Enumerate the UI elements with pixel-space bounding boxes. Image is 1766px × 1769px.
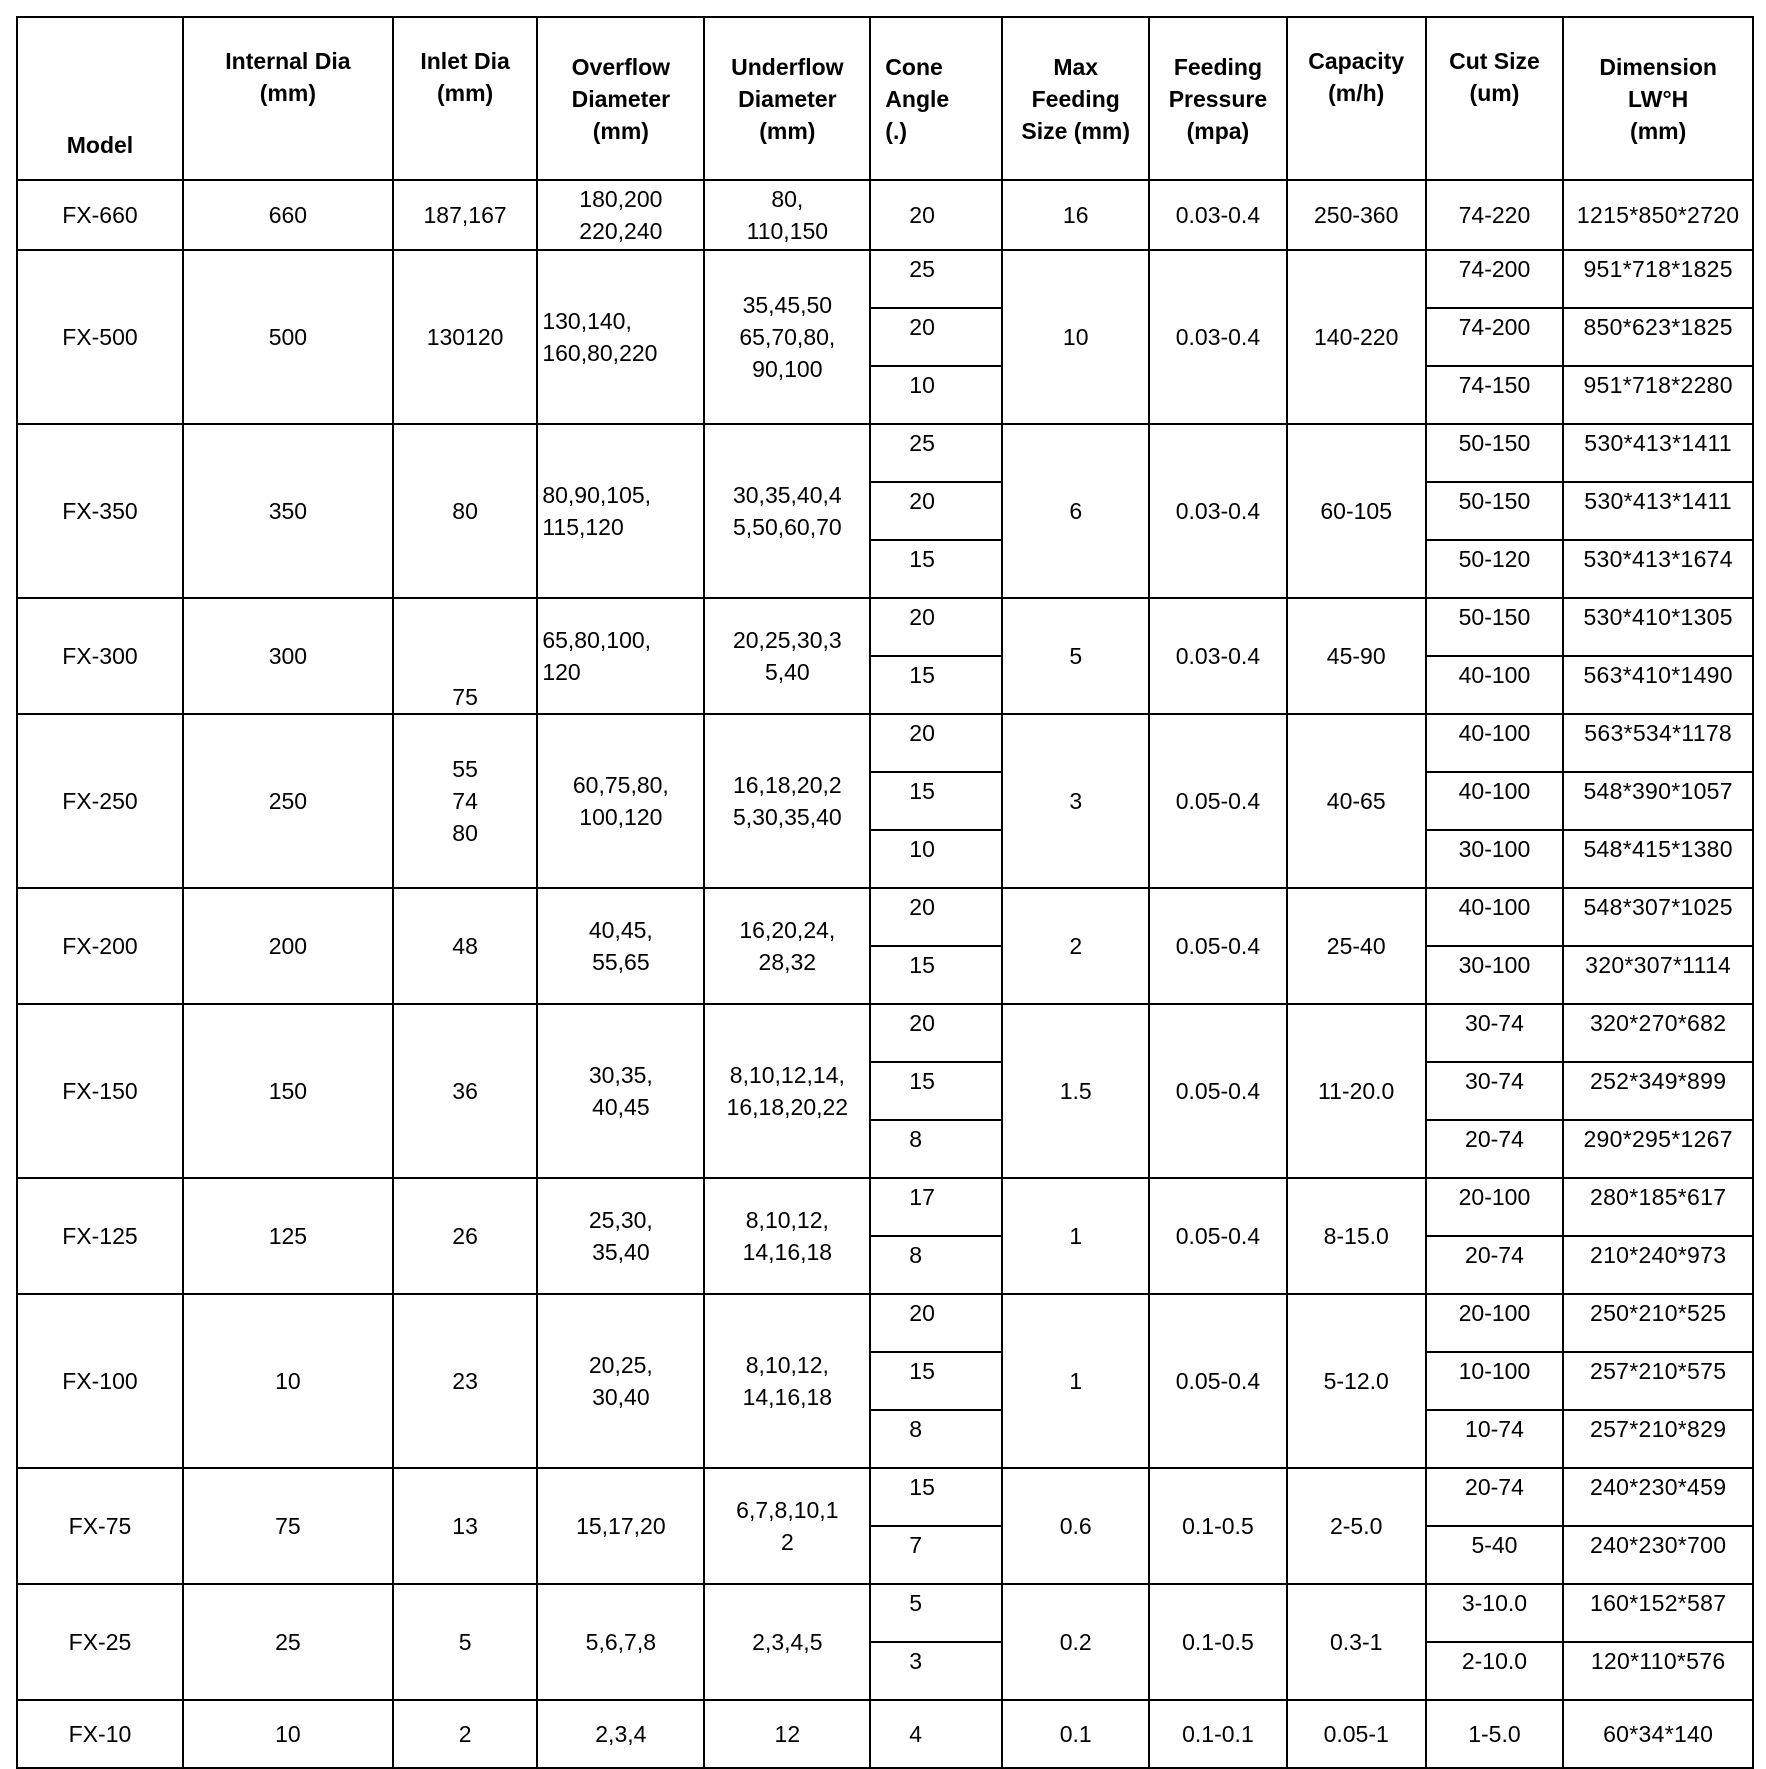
cell-max-feeding-size: 1 bbox=[1002, 1178, 1149, 1294]
cell-dimension: 250*210*525 bbox=[1563, 1294, 1753, 1352]
cell-cone-angle: 20 bbox=[870, 888, 1002, 946]
header-internal-dia: Internal Dia (mm) bbox=[183, 17, 393, 180]
table-row bbox=[17, 1700, 1753, 1768]
cell-cone-angle: 25 bbox=[870, 250, 1002, 308]
cell-model: FX-25 bbox=[17, 1584, 183, 1700]
cell-underflow-diameter: 8,10,12, 14,16,18 bbox=[704, 1178, 870, 1294]
cell-capacity: 25-40 bbox=[1287, 888, 1426, 1004]
cell-underflow-diameter: 16,18,20,2 5,30,35,40 bbox=[704, 714, 870, 888]
table-row bbox=[17, 888, 1753, 946]
cell-inlet-dia: 130120 bbox=[393, 250, 537, 424]
cell-cut-size: 10-74 bbox=[1426, 1410, 1564, 1468]
cell-underflow-diameter: 6,7,8,10,1 2 bbox=[704, 1468, 870, 1584]
cell-cone-angle: 5 bbox=[870, 1584, 1002, 1642]
cell-model: FX-75 bbox=[17, 1468, 183, 1584]
cell-model: FX-300 bbox=[17, 598, 183, 714]
cell-feeding-pressure: 0.1-0.1 bbox=[1149, 1700, 1287, 1768]
cell-model: FX-10 bbox=[17, 1700, 183, 1768]
cell-cone-angle: 20 bbox=[870, 308, 1002, 366]
cell-cut-size: 30-74 bbox=[1426, 1062, 1564, 1120]
cell-internal-dia: 10 bbox=[183, 1700, 393, 1768]
cell-cut-size: 74-220 bbox=[1426, 180, 1564, 250]
cell-capacity: 250-360 bbox=[1287, 180, 1426, 250]
cell-cut-size: 50-120 bbox=[1426, 540, 1564, 598]
cell-underflow-diameter: 30,35,40,4 5,50,60,70 bbox=[704, 424, 870, 598]
cell-cone-angle: 15 bbox=[870, 1468, 1002, 1526]
cell-max-feeding-size: 0.1 bbox=[1002, 1700, 1149, 1768]
cell-cone-angle: 15 bbox=[870, 1352, 1002, 1410]
table-header bbox=[17, 17, 1753, 180]
hydrocyclone-spec-table bbox=[16, 16, 1754, 1769]
cell-cone-angle: 15 bbox=[870, 772, 1002, 830]
cell-internal-dia: 150 bbox=[183, 1004, 393, 1178]
cell-internal-dia: 500 bbox=[183, 250, 393, 424]
cell-dimension: 530*413*1411 bbox=[1563, 424, 1753, 482]
cell-overflow-diameter: 15,17,20 bbox=[537, 1468, 704, 1584]
cell-model: FX-200 bbox=[17, 888, 183, 1004]
cell-feeding-pressure: 0.03-0.4 bbox=[1149, 424, 1287, 598]
cell-cut-size: 40-100 bbox=[1426, 772, 1564, 830]
cell-overflow-diameter: 180,200 220,240 bbox=[537, 180, 704, 250]
cell-overflow-diameter: 25,30, 35,40 bbox=[537, 1178, 704, 1294]
cell-feeding-pressure: 0.03-0.4 bbox=[1149, 180, 1287, 250]
cell-dimension: 120*110*576 bbox=[1563, 1642, 1753, 1700]
cell-cone-angle: 3 bbox=[870, 1642, 1002, 1700]
cell-cone-angle: 8 bbox=[870, 1410, 1002, 1468]
cell-cut-size: 50-150 bbox=[1426, 424, 1564, 482]
cell-inlet-dia: 75 bbox=[393, 598, 537, 714]
cell-internal-dia: 10 bbox=[183, 1294, 393, 1468]
cell-dimension: 530*413*1674 bbox=[1563, 540, 1753, 598]
cell-model: FX-660 bbox=[17, 180, 183, 250]
cell-internal-dia: 250 bbox=[183, 714, 393, 888]
cell-capacity: 140-220 bbox=[1287, 250, 1426, 424]
cell-model: FX-100 bbox=[17, 1294, 183, 1468]
cell-cone-angle: 15 bbox=[870, 1062, 1002, 1120]
cell-inlet-dia: 36 bbox=[393, 1004, 537, 1178]
cell-overflow-diameter: 2,3,4 bbox=[537, 1700, 704, 1768]
cell-overflow-diameter: 65,80,100, 120 bbox=[537, 598, 704, 714]
cell-underflow-diameter: 8,10,12,14, 16,18,20,22 bbox=[704, 1004, 870, 1178]
cell-dimension: 257*210*829 bbox=[1563, 1410, 1753, 1468]
cell-dimension: 210*240*973 bbox=[1563, 1236, 1753, 1294]
cell-inlet-dia: 26 bbox=[393, 1178, 537, 1294]
cell-internal-dia: 25 bbox=[183, 1584, 393, 1700]
cell-feeding-pressure: 0.05-0.4 bbox=[1149, 1294, 1287, 1468]
cell-cone-angle: 20 bbox=[870, 598, 1002, 656]
cell-internal-dia: 350 bbox=[183, 424, 393, 598]
cell-max-feeding-size: 5 bbox=[1002, 598, 1149, 714]
cell-underflow-diameter: 2,3,4,5 bbox=[704, 1584, 870, 1700]
cell-capacity: 0.3-1 bbox=[1287, 1584, 1426, 1700]
cell-feeding-pressure: 0.03-0.4 bbox=[1149, 250, 1287, 424]
cell-overflow-diameter: 80,90,105, 115,120 bbox=[537, 424, 704, 598]
cell-cut-size: 30-74 bbox=[1426, 1004, 1564, 1062]
cell-dimension: 530*413*1411 bbox=[1563, 482, 1753, 540]
cell-inlet-dia: 2 bbox=[393, 1700, 537, 1768]
cell-inlet-dia: 23 bbox=[393, 1294, 537, 1468]
header-overflow-diameter: Overflow Diameter (mm) bbox=[537, 17, 704, 180]
header-underflow-diameter: Underflow Diameter (mm) bbox=[704, 17, 870, 180]
cell-cut-size: 20-74 bbox=[1426, 1468, 1564, 1526]
table-row bbox=[17, 1004, 1753, 1062]
cell-overflow-diameter: 5,6,7,8 bbox=[537, 1584, 704, 1700]
cell-cut-size: 10-100 bbox=[1426, 1352, 1564, 1410]
header-capacity: Capacity (m/h) bbox=[1287, 17, 1426, 180]
table-row bbox=[17, 1294, 1753, 1352]
cell-underflow-diameter: 16,20,24, 28,32 bbox=[704, 888, 870, 1004]
cell-model: FX-500 bbox=[17, 250, 183, 424]
cell-dimension: 240*230*459 bbox=[1563, 1468, 1753, 1526]
cell-cone-angle: 15 bbox=[870, 540, 1002, 598]
cell-cone-angle: 8 bbox=[870, 1236, 1002, 1294]
cell-dimension: 563*410*1490 bbox=[1563, 656, 1753, 714]
cell-internal-dia: 125 bbox=[183, 1178, 393, 1294]
cell-cut-size: 40-100 bbox=[1426, 888, 1564, 946]
cell-overflow-diameter: 130,140, 160,80,220 bbox=[537, 250, 704, 424]
cell-underflow-diameter: 20,25,30,3 5,40 bbox=[704, 598, 870, 714]
cell-dimension: 160*152*587 bbox=[1563, 1584, 1753, 1642]
cell-capacity: 5-12.0 bbox=[1287, 1294, 1426, 1468]
cell-cone-angle: 15 bbox=[870, 656, 1002, 714]
table-row bbox=[17, 714, 1753, 772]
cell-cone-angle: 10 bbox=[870, 366, 1002, 424]
cell-max-feeding-size: 1.5 bbox=[1002, 1004, 1149, 1178]
cell-cut-size: 20-74 bbox=[1426, 1236, 1564, 1294]
cell-cone-angle: 15 bbox=[870, 946, 1002, 1004]
cell-inlet-dia: 55 74 80 bbox=[393, 714, 537, 888]
cell-cone-angle: 20 bbox=[870, 714, 1002, 772]
cell-underflow-diameter: 35,45,50 65,70,80, 90,100 bbox=[704, 250, 870, 424]
cell-capacity: 60-105 bbox=[1287, 424, 1426, 598]
cell-dimension: 951*718*1825 bbox=[1563, 250, 1753, 308]
cell-capacity: 2-5.0 bbox=[1287, 1468, 1426, 1584]
cell-internal-dia: 75 bbox=[183, 1468, 393, 1584]
cell-cone-angle: 20 bbox=[870, 1294, 1002, 1352]
cell-overflow-diameter: 40,45, 55,65 bbox=[537, 888, 704, 1004]
cell-inlet-dia: 5 bbox=[393, 1584, 537, 1700]
cell-dimension: 1215*850*2720 bbox=[1563, 180, 1753, 250]
cell-cone-angle: 20 bbox=[870, 180, 1002, 250]
cell-overflow-diameter: 20,25, 30,40 bbox=[537, 1294, 704, 1468]
cell-dimension: 548*390*1057 bbox=[1563, 772, 1753, 830]
cell-underflow-diameter: 8,10,12, 14,16,18 bbox=[704, 1294, 870, 1468]
cell-dimension: 530*410*1305 bbox=[1563, 598, 1753, 656]
cell-dimension: 257*210*575 bbox=[1563, 1352, 1753, 1410]
cell-dimension: 548*307*1025 bbox=[1563, 888, 1753, 946]
cell-cone-angle: 25 bbox=[870, 424, 1002, 482]
cell-model: FX-250 bbox=[17, 714, 183, 888]
cell-cone-angle: 10 bbox=[870, 830, 1002, 888]
cell-capacity: 11-20.0 bbox=[1287, 1004, 1426, 1178]
table-row bbox=[17, 424, 1753, 482]
cell-inlet-dia: 187,167 bbox=[393, 180, 537, 250]
cell-cut-size: 20-100 bbox=[1426, 1294, 1564, 1352]
table-row bbox=[17, 1178, 1753, 1236]
cell-capacity: 0.05-1 bbox=[1287, 1700, 1426, 1768]
cell-inlet-dia: 48 bbox=[393, 888, 537, 1004]
cell-cut-size: 30-100 bbox=[1426, 830, 1564, 888]
cell-cone-angle: 7 bbox=[870, 1526, 1002, 1584]
cell-feeding-pressure: 0.05-0.4 bbox=[1149, 714, 1287, 888]
cell-dimension: 280*185*617 bbox=[1563, 1178, 1753, 1236]
header-inlet-dia: Inlet Dia (mm) bbox=[393, 17, 537, 180]
cell-feeding-pressure: 0.05-0.4 bbox=[1149, 888, 1287, 1004]
cell-overflow-diameter: 60,75,80, 100,120 bbox=[537, 714, 704, 888]
cell-max-feeding-size: 0.6 bbox=[1002, 1468, 1149, 1584]
cell-max-feeding-size: 16 bbox=[1002, 180, 1149, 250]
cell-max-feeding-size: 2 bbox=[1002, 888, 1149, 1004]
cell-dimension: 850*623*1825 bbox=[1563, 308, 1753, 366]
header-max-feeding-size: Max Feeding Size (mm) bbox=[1002, 17, 1149, 180]
cell-dimension: 563*534*1178 bbox=[1563, 714, 1753, 772]
cell-model: FX-150 bbox=[17, 1004, 183, 1178]
cell-max-feeding-size: 6 bbox=[1002, 424, 1149, 598]
cell-dimension: 60*34*140 bbox=[1563, 1700, 1753, 1768]
cell-feeding-pressure: 0.03-0.4 bbox=[1149, 598, 1287, 714]
cell-dimension: 548*415*1380 bbox=[1563, 830, 1753, 888]
table-row bbox=[17, 1584, 1753, 1642]
cell-model: FX-125 bbox=[17, 1178, 183, 1294]
cell-underflow-diameter: 80, 110,150 bbox=[704, 180, 870, 250]
cell-dimension: 252*349*899 bbox=[1563, 1062, 1753, 1120]
cell-cut-size: 20-100 bbox=[1426, 1178, 1564, 1236]
cell-dimension: 320*270*682 bbox=[1563, 1004, 1753, 1062]
table-row bbox=[17, 180, 1753, 250]
cell-capacity: 40-65 bbox=[1287, 714, 1426, 888]
table-row bbox=[17, 250, 1753, 308]
table-row bbox=[17, 1468, 1753, 1526]
cell-max-feeding-size: 0.2 bbox=[1002, 1584, 1149, 1700]
cell-feeding-pressure: 0.1-0.5 bbox=[1149, 1584, 1287, 1700]
header-cone-angle: Cone Angle (.) bbox=[870, 17, 1002, 180]
header-row bbox=[17, 17, 1753, 180]
header-cut-size: Cut Size (um) bbox=[1426, 17, 1564, 180]
cell-cone-angle: 20 bbox=[870, 482, 1002, 540]
cell-feeding-pressure: 0.05-0.4 bbox=[1149, 1178, 1287, 1294]
cell-max-feeding-size: 3 bbox=[1002, 714, 1149, 888]
cell-capacity: 45-90 bbox=[1287, 598, 1426, 714]
cell-cone-angle: 8 bbox=[870, 1120, 1002, 1178]
cell-cone-angle: 20 bbox=[870, 1004, 1002, 1062]
cell-model: FX-350 bbox=[17, 424, 183, 598]
cell-cut-size: 40-100 bbox=[1426, 714, 1564, 772]
cell-cut-size: 30-100 bbox=[1426, 946, 1564, 1004]
cell-cut-size: 3-10.0 bbox=[1426, 1584, 1564, 1642]
cell-dimension: 320*307*1114 bbox=[1563, 946, 1753, 1004]
cell-overflow-diameter: 30,35, 40,45 bbox=[537, 1004, 704, 1178]
cell-feeding-pressure: 0.1-0.5 bbox=[1149, 1468, 1287, 1584]
cell-cut-size: 50-150 bbox=[1426, 598, 1564, 656]
cell-cone-angle: 17 bbox=[870, 1178, 1002, 1236]
cell-internal-dia: 660 bbox=[183, 180, 393, 250]
cell-cut-size: 40-100 bbox=[1426, 656, 1564, 714]
header-feeding-pressure: Feeding Pressure (mpa) bbox=[1149, 17, 1287, 180]
cell-dimension: 951*718*2280 bbox=[1563, 366, 1753, 424]
cell-cut-size: 20-74 bbox=[1426, 1120, 1564, 1178]
cell-dimension: 240*230*700 bbox=[1563, 1526, 1753, 1584]
cell-cone-angle: 4 bbox=[870, 1700, 1002, 1768]
cell-dimension: 290*295*1267 bbox=[1563, 1120, 1753, 1178]
cell-internal-dia: 300 bbox=[183, 598, 393, 714]
cell-cut-size: 74-200 bbox=[1426, 308, 1564, 366]
cell-inlet-dia: 13 bbox=[393, 1468, 537, 1584]
cell-max-feeding-size: 1 bbox=[1002, 1294, 1149, 1468]
table-body bbox=[17, 180, 1753, 1768]
cell-cut-size: 5-40 bbox=[1426, 1526, 1564, 1584]
cell-feeding-pressure: 0.05-0.4 bbox=[1149, 1004, 1287, 1178]
cell-inlet-dia: 80 bbox=[393, 424, 537, 598]
cell-cut-size: 2-10.0 bbox=[1426, 1642, 1564, 1700]
cell-max-feeding-size: 10 bbox=[1002, 250, 1149, 424]
cell-underflow-diameter: 12 bbox=[704, 1700, 870, 1768]
cell-cut-size: 74-150 bbox=[1426, 366, 1564, 424]
table-row bbox=[17, 598, 1753, 656]
header-model: Model bbox=[17, 17, 183, 180]
cell-cut-size: 74-200 bbox=[1426, 250, 1564, 308]
cell-capacity: 8-15.0 bbox=[1287, 1178, 1426, 1294]
cell-cut-size: 50-150 bbox=[1426, 482, 1564, 540]
header-dimension: Dimension LW°H (mm) bbox=[1563, 17, 1753, 180]
cell-cut-size: 1-5.0 bbox=[1426, 1700, 1564, 1768]
cell-internal-dia: 200 bbox=[183, 888, 393, 1004]
